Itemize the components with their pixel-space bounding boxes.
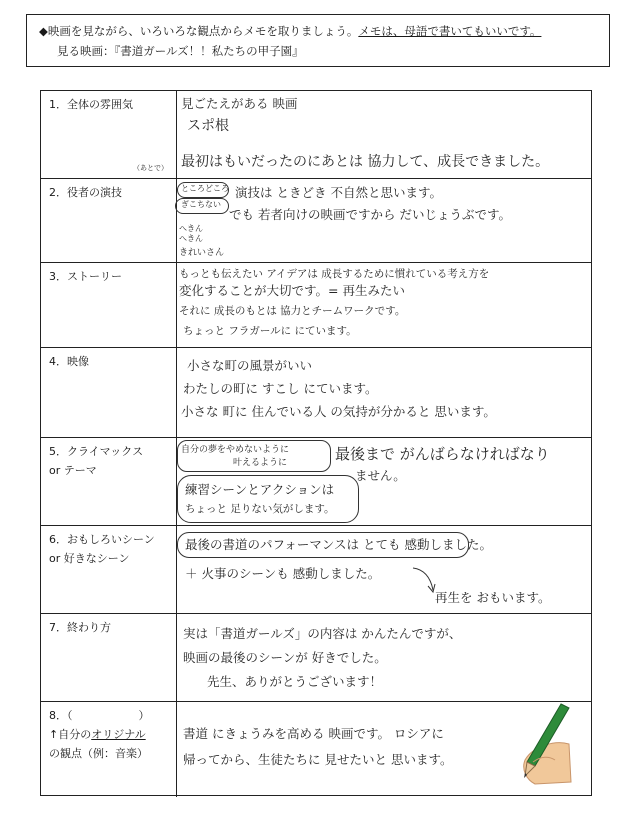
answer-line: 帰ってから、生徒たちに 見せたいと 思います。: [183, 752, 453, 767]
arrow-icon: [409, 566, 439, 596]
label-line: 3．ストーリー: [49, 270, 122, 283]
row-label: [41, 179, 177, 262]
label-line: の観点（例：音楽）: [49, 747, 148, 760]
label-line: or 好きなシーン: [49, 552, 130, 565]
answer-line: 小さな町の風景がいい: [187, 358, 313, 373]
answer-line: 書道 にきょうみを高める 映画です。 ロシアに: [183, 726, 444, 741]
answer-cell[interactable]: [177, 263, 591, 347]
label-underlined: オリジナル: [91, 728, 146, 741]
label-line: or テーマ: [49, 464, 97, 477]
label-line: 2．役者の演技: [49, 186, 122, 199]
answer-line: 最初はもいだったのにあとは 協力して、成長できました。: [181, 154, 550, 170]
label-line: 5．クライマックス: [49, 445, 144, 458]
movie-title: 見る映画：『書道ガールズ！！私たちの甲子園』: [57, 44, 304, 58]
side-note: へきん: [179, 224, 203, 233]
answer-cell[interactable]: [177, 526, 591, 613]
answer-cell[interactable]: [177, 438, 591, 525]
answer-line: それに 成長のもとは 協力とチームワークです。: [179, 305, 406, 317]
row-acting: [41, 179, 591, 263]
answer-cell[interactable]: [177, 179, 591, 262]
row-label: [41, 438, 177, 525]
answer-line: 小さな 町に 住んでいる人 の気持が分かると 思います。: [181, 404, 496, 419]
bubble-text: 叶えるように: [233, 458, 288, 468]
answer-line: ちょっと フラガールに にています。: [183, 325, 357, 337]
label-prefix: ↑自分の: [49, 728, 92, 741]
answer-cell[interactable]: [177, 348, 591, 437]
answer-line: 先生、ありがとうございます！: [207, 674, 383, 689]
answer-line: 最後の書道のパフォーマンスは とても 感動しました。: [185, 537, 492, 552]
answer-line: 変化することが大切です。= 再生みたい: [179, 283, 405, 298]
answer-line: ません。: [355, 468, 406, 483]
answer-line: 再生を おもいます。: [435, 590, 551, 605]
row-label: [41, 702, 177, 797]
answer-line: わたしの町に すこし にています。: [183, 381, 378, 396]
row-label: [41, 348, 177, 437]
instructions-line-1: [39, 21, 601, 41]
side-note: ぎこちない: [181, 200, 221, 209]
side-note: へきん: [179, 234, 203, 243]
answer-line: 実は「書道ガールズ」の内容は かんたんですが、: [183, 626, 462, 641]
row-label: [41, 263, 177, 347]
side-note: きれいさん: [179, 248, 225, 258]
label-line: 7．終わり方: [49, 621, 111, 634]
bubble-text: 練習シーンとアクションは: [185, 482, 335, 497]
answer-line: スポ根: [187, 118, 229, 134]
instructions-box: [26, 14, 610, 67]
answer-line: 演技は ときどき 不自然と思います。: [235, 185, 442, 200]
answer-line: でも 若者向けの映画ですから だいじょうぶです。: [229, 207, 511, 222]
answer-line: 映画の最後のシーンが 好きでした。: [183, 650, 387, 665]
answer-line: 見ごたえがある 映画: [181, 96, 298, 111]
label-line: 4．映像: [49, 355, 89, 368]
bubble-text: ちょっと 足りない気がします。: [185, 503, 335, 515]
row-label: [41, 526, 177, 613]
answer-cell[interactable]: [177, 614, 591, 701]
row-ending: [41, 614, 591, 702]
answer-line: もっとも伝えたい アイデアは 成長するために慣れている考え方を: [179, 268, 490, 280]
label-line: 6．おもしろいシーン: [49, 533, 155, 546]
row-favorite-scene: [41, 526, 591, 614]
label-line: [49, 725, 176, 744]
label-line: 8．（ ）: [49, 709, 150, 722]
row-visuals: [41, 348, 591, 438]
annotation: （あとで）: [133, 164, 168, 172]
row-story: [41, 263, 591, 348]
bubble-text: 自分の夢をやめないように: [181, 445, 290, 455]
row-climax: [41, 438, 591, 526]
answer-line: 最後まで がんばらなければなり: [335, 445, 550, 463]
row-label: [41, 614, 177, 701]
side-note: ところどころ: [181, 184, 229, 193]
answer-cell[interactable]: [133, 91, 591, 178]
worksheet-table: [40, 90, 592, 796]
instructions-note: メモは、母語で書いてもいいです。: [358, 24, 542, 38]
pencil-hand-icon: [505, 700, 575, 785]
label-line: 1．全体の雰囲気: [49, 98, 133, 111]
instructions-main: ◆映画を見ながら、いろいろな観点からメモを取りましょう。: [39, 24, 359, 38]
answer-line: ＋ 火事のシーンも 感動しました。: [185, 566, 381, 581]
row-atmosphere: [41, 91, 591, 179]
